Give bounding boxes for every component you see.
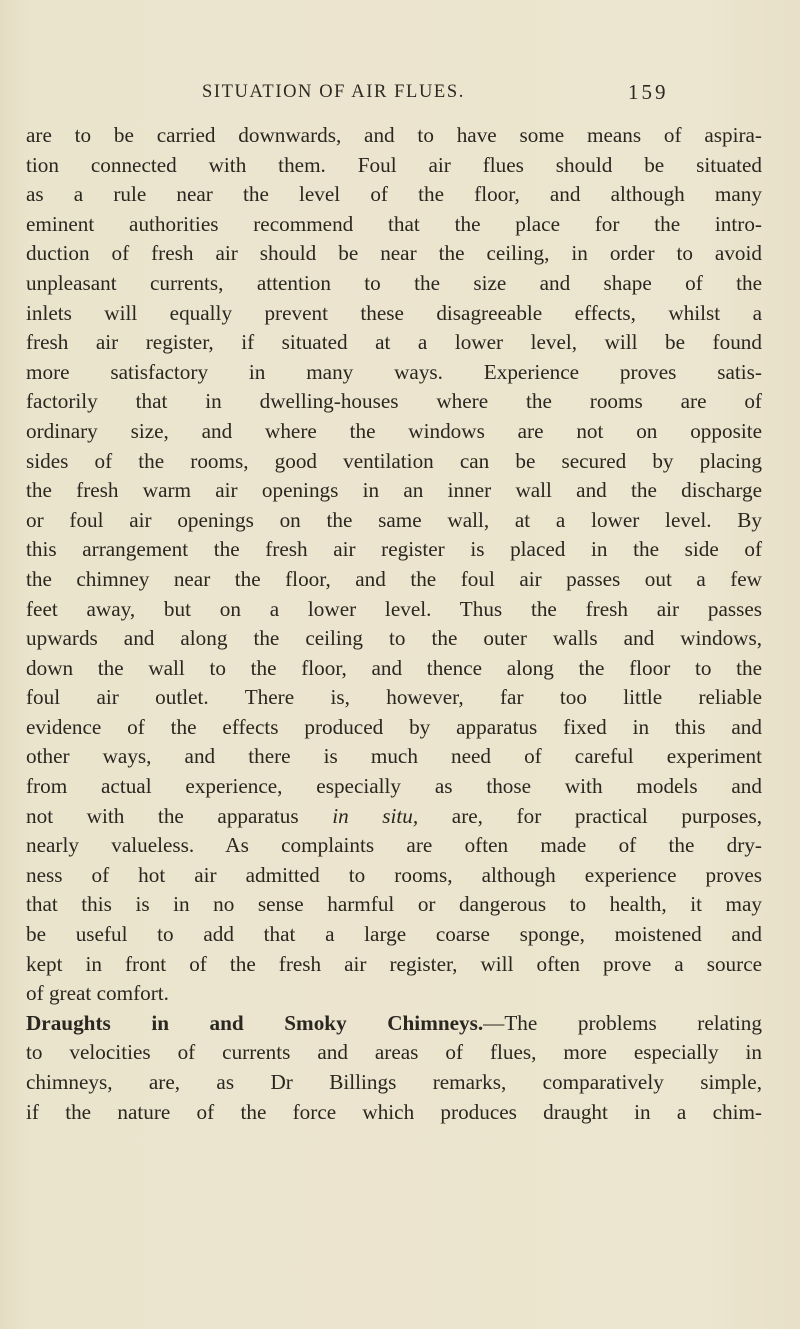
text-line: chimneys, are, as Dr Billings remarks, comparatively simple,	[26, 1070, 762, 1094]
text-line: nearly valueless. As complaints are often made of the dry-	[26, 833, 762, 858]
text-line: feet away, but on a lower level. Thus the fresh air passes	[26, 596, 762, 621]
text-line: duction of fresh air should be near the ceiling, in order to avoid	[26, 241, 762, 266]
text-line: be useful to add that a large coarse sponge, moistened and	[26, 922, 762, 947]
text-line: kept in front of the fresh air register, will often prove a source	[26, 951, 762, 976]
section-first-line	[26, 1009, 762, 1039]
text-line: unpleasant currents, attention to the size and shape of the	[26, 270, 762, 295]
text-line: that this is in no sense harmful or dangerous to health, it may	[26, 892, 762, 917]
italic-phrase: in situ,	[332, 803, 419, 828]
text-line: fresh air register, if situated at a lower level, will be found	[26, 330, 762, 355]
text-line: evidence of the effects produced by apparatus fixed in this and	[26, 714, 762, 739]
text-line: sides of the rooms, good ventilation can be secured by placing	[26, 448, 762, 473]
text-line: or foul air openings on the same wall, at a lower level. By	[26, 507, 762, 532]
text-segment: are, for practical purposes,	[418, 803, 763, 828]
text-line: foul air outlet. There is, however, far too little reliable	[26, 685, 762, 710]
text-line: eminent authorities recommend that the place for the intro-	[26, 211, 762, 236]
running-head: SITUATION OF AIR FLUES.	[202, 82, 465, 102]
text-line: this arrangement the fresh air register is placed in the side of	[26, 537, 762, 562]
text-line: ness of hot air admitted to rooms, although experience proves	[26, 862, 762, 887]
text-line: inlets will equally prevent these disagreeable effects, whilst a	[26, 300, 762, 325]
text-line: if the nature of the force which produces draught in a chim-	[26, 1099, 762, 1124]
text-segment: —The problems relating	[483, 1010, 762, 1035]
section-heading: Draughts in and Smoky Chimneys.	[26, 1010, 484, 1035]
text-line: from actual experience, especially as those with models and	[26, 774, 762, 799]
page-number: 159	[628, 80, 669, 104]
text-line: down the wall to the floor, and thence along the floor to the	[26, 655, 762, 680]
paragraph-end-line: of great comfort.	[26, 981, 169, 1006]
page-header	[0, 82, 800, 112]
text-segment: not with the apparatus	[26, 803, 333, 828]
text-line: the fresh warm air openings in an inner wall and the discharge	[26, 478, 762, 503]
text-line: the chimney near the floor, and the foul air passes out a few	[26, 566, 762, 591]
text-line: more satisfactory in many ways. Experience proves satis-	[26, 359, 762, 384]
text-line: upwards and along the ceiling to the outer walls and windows,	[26, 626, 762, 651]
text-line: to velocities of currents and areas of flues, more especially in	[26, 1040, 762, 1065]
text-line: are to be carried downwards, and to have some means of aspira-	[26, 123, 762, 147]
body-text	[26, 121, 762, 1127]
text-line: other ways, and there is much need of careful experiment	[26, 744, 762, 769]
text-line: tion connected with them. Foul air flues should be situated	[26, 152, 762, 177]
text-line: as a rule near the level of the floor, and although many	[26, 182, 762, 207]
text-line: factorily that in dwelling-houses where the rooms are of	[26, 389, 762, 414]
text-line-in-situ	[26, 802, 762, 832]
text-line: ordinary size, and where the windows are not on opposite	[26, 418, 762, 443]
